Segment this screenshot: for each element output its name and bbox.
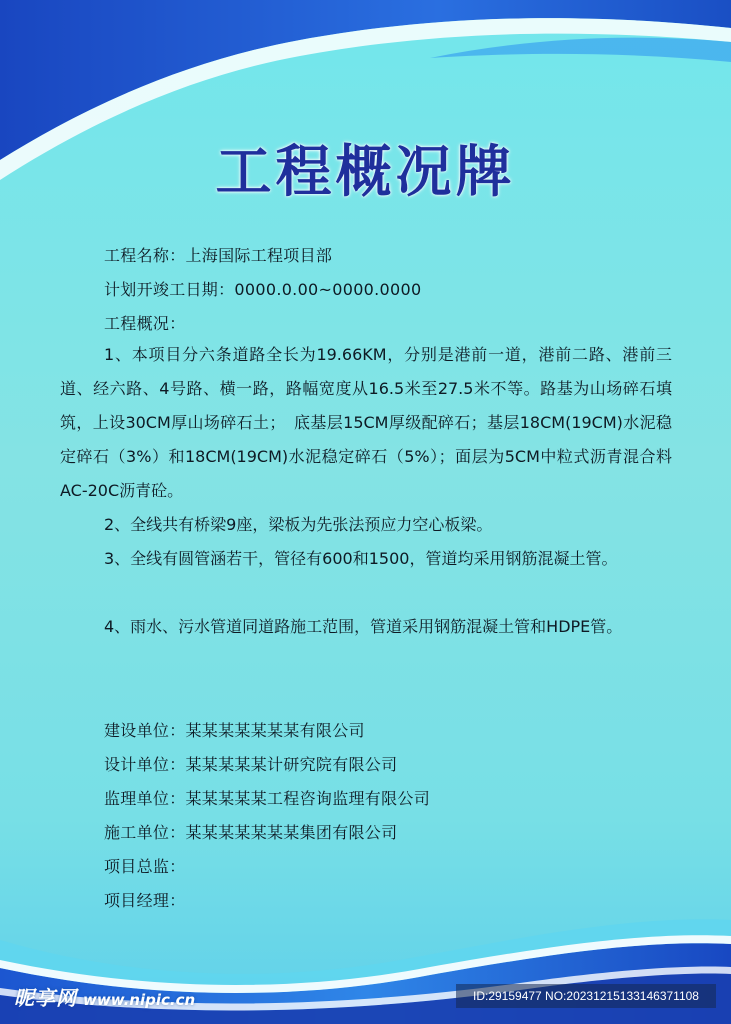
watermark-url: www.nipic.cn [83, 991, 196, 1009]
project-director: 项目总监： [104, 857, 186, 876]
design-unit: 设计单位：某某某某某计研究院有限公司 [104, 755, 398, 774]
watermark-logo: 昵享网 [14, 986, 77, 1010]
overview-paragraph-4: 4、雨水、污水管道同道路施工范围，管道采用钢筋混凝土管和HDPE管。 [104, 617, 623, 636]
overview-paragraph-3: 3、全线有圆管涵若干，管径有600和1500，管道均采用钢筋混凝土管。 [104, 549, 618, 568]
construction-unit: 建设单位：某某某某某某某有限公司 [104, 721, 365, 740]
project-manager: 项目经理： [104, 891, 186, 910]
watermark [14, 982, 195, 1011]
overview-heading: 工程概况： [104, 314, 186, 333]
overview-paragraph-1: 1、本项目分六条道路全长为19.66KM，分别是港前一道，港前二路、港前三道、经六路、4号路、横一路，路幅宽度从16.5米至27.5米不等。路基为山场碎石填筑，上设30CM厚山场碎石土； 底基层15CM厚级配碎石；基层18CM(19CM)水泥稳定碎石（3%）和18CM(19CM)水泥稳定碎石（5%）；面层为5CM中粒式沥青混合料AC-20C沥青砼。 [60, 345, 672, 500]
image-id-badge: ID:29159477 NO:20231215133146371108 [456, 984, 716, 1008]
project-name: 工程名称：上海国际工程项目部 [104, 246, 333, 265]
page-title: 工程概况牌 [215, 140, 516, 205]
contractor-unit: 施工单位：某某某某某某某集团有限公司 [104, 823, 398, 842]
supervision-unit: 监理单位：某某某某某工程咨询监理有限公司 [104, 789, 431, 808]
overview-paragraph-2: 2、全线共有桥梁9座，梁板为先张法预应力空心板梁。 [104, 515, 493, 534]
project-schedule: 计划开竣工日期：0000.0.00~0000.0000 [104, 280, 422, 299]
